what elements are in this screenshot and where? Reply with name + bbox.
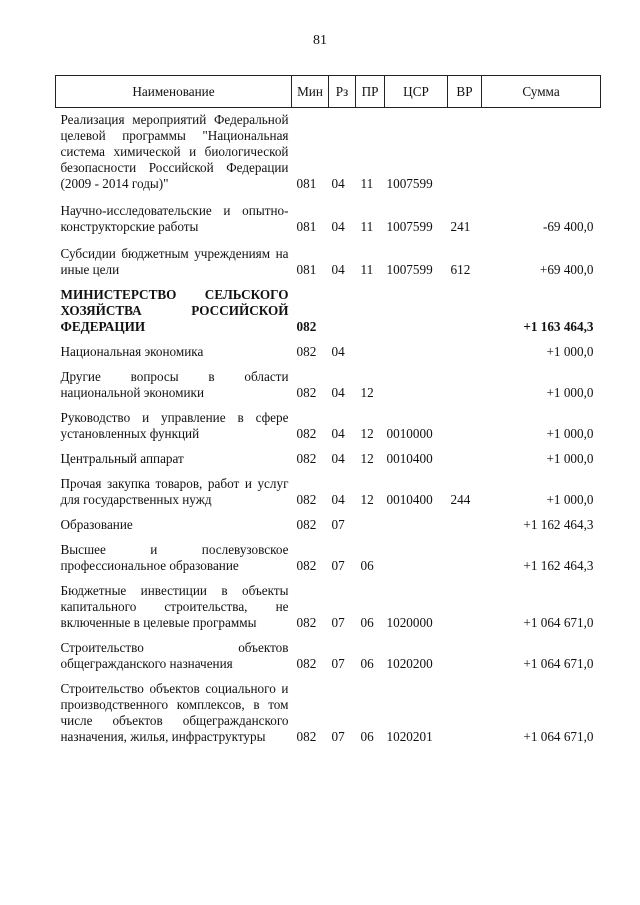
header-min: Мин bbox=[292, 76, 329, 108]
cell-name: Прочая закупка товаров, работ и услуг для государственных нужд bbox=[60, 476, 289, 507]
cell-csr: 1007599 bbox=[386, 219, 433, 234]
header-csr: ЦСР bbox=[385, 76, 448, 108]
table-row bbox=[56, 192, 601, 235]
cell-pr: 12 bbox=[360, 451, 374, 466]
table-row bbox=[56, 533, 601, 574]
cell-vr bbox=[448, 360, 482, 401]
cell-rz: 07 bbox=[331, 656, 345, 671]
table-row bbox=[56, 335, 601, 360]
cell-vr bbox=[448, 672, 482, 745]
cell-sum: +69 400,0 bbox=[539, 262, 594, 277]
cell-csr: 1007599 bbox=[386, 176, 433, 191]
cell-vr bbox=[448, 401, 482, 442]
table-row bbox=[56, 508, 601, 533]
cell-name: Субсидии бюджетным учреждениям на иные цели bbox=[60, 246, 289, 277]
cell-min: 082 bbox=[296, 517, 317, 532]
cell-csr: 0010400 bbox=[386, 451, 433, 466]
cell-name: Строительство объектов общегражданского назначения bbox=[60, 640, 289, 671]
cell-csr: 1020201 bbox=[386, 729, 433, 744]
cell-sum: +1 000,0 bbox=[546, 344, 594, 359]
cell-vr: 244 bbox=[450, 492, 471, 507]
cell-rz: 07 bbox=[331, 558, 345, 573]
cell-pr: 11 bbox=[360, 219, 374, 234]
cell-rz: 04 bbox=[331, 426, 345, 441]
table-row bbox=[56, 442, 601, 467]
cell-min: 082 bbox=[296, 492, 317, 507]
cell-sum: +1 064 671,0 bbox=[523, 656, 594, 671]
cell-csr: 0010000 bbox=[386, 426, 433, 441]
cell-sum: +1 163 464,3 bbox=[523, 319, 594, 334]
cell-sum: +1 162 464,3 bbox=[523, 517, 594, 532]
cell-sum: +1 000,0 bbox=[546, 426, 594, 441]
cell-sum: +1 000,0 bbox=[546, 385, 594, 400]
cell-min: 082 bbox=[296, 451, 317, 466]
cell-pr: 06 bbox=[360, 729, 374, 744]
cell-vr bbox=[448, 508, 482, 533]
header-name: Наименование bbox=[56, 76, 292, 108]
header-vr: ВР bbox=[448, 76, 482, 108]
cell-pr: 11 bbox=[360, 176, 374, 191]
cell-min: 082 bbox=[296, 426, 317, 441]
cell-vr bbox=[448, 533, 482, 574]
cell-sum: +1 000,0 bbox=[546, 492, 594, 507]
cell-rz: 07 bbox=[331, 615, 345, 630]
cell-vr bbox=[448, 278, 482, 335]
cell-vr bbox=[448, 574, 482, 631]
budget-table bbox=[55, 75, 601, 745]
table-header-row bbox=[56, 76, 601, 108]
header-rz: Рз bbox=[329, 76, 356, 108]
cell-sum: +1 162 464,3 bbox=[523, 558, 594, 573]
cell-min: 081 bbox=[296, 262, 317, 277]
page-number: 81 bbox=[313, 33, 327, 48]
cell-csr: 1007599 bbox=[386, 262, 433, 277]
cell-name: МИНИСТЕРСТВО СЕЛЬСКОГО ХОЗЯЙСТВА РОССИЙСКОЙ ФЕДЕРАЦИИ bbox=[60, 287, 289, 334]
cell-min: 082 bbox=[296, 319, 317, 334]
table-body bbox=[56, 108, 601, 746]
cell-name: Научно-исследовательские и опытно-конструкторские работы bbox=[60, 203, 289, 234]
cell-sum bbox=[482, 108, 601, 193]
header-pr: ПР bbox=[356, 76, 385, 108]
cell-csr: 1020200 bbox=[386, 656, 433, 671]
cell-sum: +1 064 671,0 bbox=[523, 615, 594, 630]
cell-rz: 07 bbox=[331, 729, 345, 744]
cell-csr bbox=[385, 360, 448, 401]
cell-name: Центральный аппарат bbox=[60, 451, 184, 466]
table-row bbox=[56, 631, 601, 672]
cell-csr bbox=[385, 508, 448, 533]
cell-csr: 1020000 bbox=[386, 615, 433, 630]
cell-rz: 04 bbox=[331, 451, 345, 466]
cell-name: Реализация мероприятий Федеральной целевой программы "Национальная система химической и биологической безопасности Российской Федерации (2009 - 2014 годы)" bbox=[60, 112, 289, 191]
header-sum: Сумма bbox=[482, 76, 601, 108]
cell-pr: 12 bbox=[360, 492, 374, 507]
cell-pr: 11 bbox=[360, 262, 374, 277]
cell-min: 082 bbox=[296, 558, 317, 573]
table-row bbox=[56, 108, 601, 193]
cell-pr: 12 bbox=[360, 385, 374, 400]
cell-csr bbox=[385, 335, 448, 360]
cell-min: 082 bbox=[296, 615, 317, 630]
cell-min: 081 bbox=[296, 219, 317, 234]
cell-pr bbox=[356, 335, 385, 360]
table-row bbox=[56, 467, 601, 508]
cell-csr bbox=[385, 533, 448, 574]
cell-rz: 04 bbox=[331, 492, 345, 507]
cell-name: Высшее и послевузовское профессиональное образование bbox=[60, 542, 289, 573]
cell-min: 082 bbox=[296, 344, 317, 359]
cell-name: Строительство объектов социального и производственного комплексов, в том числе объектов общегражданского назначения, жилья, инфраструктуры bbox=[60, 681, 289, 744]
cell-rz: 04 bbox=[331, 262, 345, 277]
cell-sum: +1 000,0 bbox=[546, 451, 594, 466]
table-row bbox=[56, 401, 601, 442]
cell-name: Бюджетные инвестиции в объекты капитального строительства, не включенные в целевые программы bbox=[60, 583, 289, 630]
cell-rz bbox=[329, 278, 356, 335]
cell-rz: 04 bbox=[331, 385, 345, 400]
cell-pr: 06 bbox=[360, 558, 374, 573]
cell-min: 082 bbox=[296, 385, 317, 400]
cell-name: Образование bbox=[60, 517, 133, 532]
table-row bbox=[56, 360, 601, 401]
cell-rz: 04 bbox=[331, 344, 345, 359]
cell-rz: 04 bbox=[331, 176, 345, 191]
cell-csr: 0010400 bbox=[386, 492, 433, 507]
cell-name: Другие вопросы в области национальной экономики bbox=[60, 369, 289, 400]
cell-rz: 04 bbox=[331, 219, 345, 234]
cell-pr bbox=[356, 278, 385, 335]
cell-min: 082 bbox=[296, 656, 317, 671]
cell-vr bbox=[448, 442, 482, 467]
cell-pr: 06 bbox=[360, 656, 374, 671]
cell-csr bbox=[385, 278, 448, 335]
cell-pr: 06 bbox=[360, 615, 374, 630]
cell-name: Национальная экономика bbox=[60, 344, 204, 359]
cell-min: 082 bbox=[296, 729, 317, 744]
cell-vr bbox=[448, 631, 482, 672]
table-row bbox=[56, 574, 601, 631]
cell-vr: 612 bbox=[450, 262, 471, 277]
table-row bbox=[56, 672, 601, 745]
cell-sum: -69 400,0 bbox=[542, 219, 594, 234]
cell-sum: +1 064 671,0 bbox=[523, 729, 594, 744]
cell-min: 081 bbox=[296, 176, 317, 191]
cell-name: Руководство и управление в сфере установленных функций bbox=[60, 410, 289, 441]
cell-pr: 12 bbox=[360, 426, 374, 441]
cell-rz: 07 bbox=[331, 517, 345, 532]
table-row bbox=[56, 235, 601, 278]
cell-pr bbox=[356, 508, 385, 533]
table-row bbox=[56, 278, 601, 335]
cell-vr bbox=[448, 108, 482, 193]
cell-vr bbox=[448, 335, 482, 360]
cell-vr: 241 bbox=[450, 219, 471, 234]
